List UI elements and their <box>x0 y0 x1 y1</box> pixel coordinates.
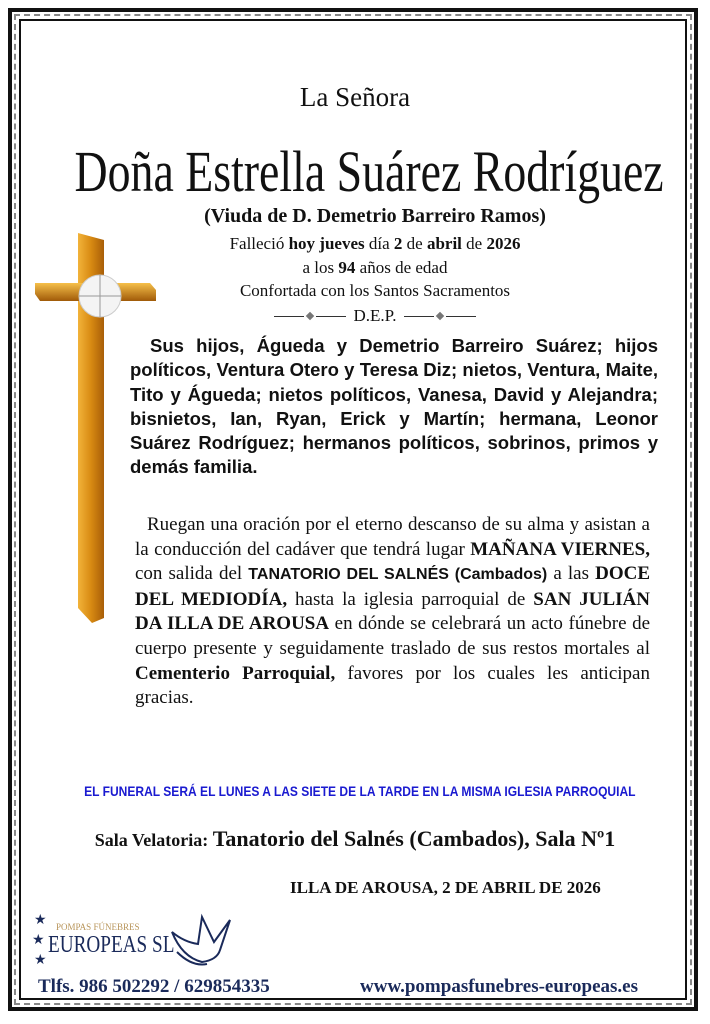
widow-of: (Viuda de D. Demetrio Barreiro Ramos) <box>204 205 546 227</box>
sacraments-line: Confortada con los Santos Sacramentos <box>239 281 511 300</box>
ceremony-segment: MAÑANA VIERNES, <box>470 538 650 560</box>
ceremony-segment: a las <box>547 563 596 585</box>
family-paragraph: Sus hijos, Águeda y Demetrio Barreiro Suárez; hijos políticos, Ventura Otero y Teresa Diz; nietos, Ventura, Maite, Tito y Águeda; nietos políticos, Vanesa, David y Alejandra; bisnietos, Ian, Ryan, Erick y Martín; hermana, Leonor Suárez Rodríguez; hermanos políticos, sobrinos, primos y demás familia. <box>130 335 658 478</box>
dep-line <box>150 306 600 326</box>
company-logo <box>34 912 234 972</box>
age-post: años de edad <box>355 258 448 277</box>
ceremony-segment: Ruegan una oración por el eterno descanso de su alma y asistan a la conducción del cadáver que tendrá lugar <box>135 514 650 560</box>
death-date-segment: 2 <box>393 234 403 253</box>
title-prefix: La Señora <box>299 82 411 112</box>
ceremony-segment: con salida del <box>135 563 249 585</box>
logo-big-text: EUROPEAS SL <box>48 932 175 958</box>
wake-value: Tanatorio del Salnés (Cambados), Sala Nº1 <box>212 826 616 851</box>
age-value: 94 <box>338 258 356 277</box>
ceremony-paragraph <box>135 513 650 711</box>
ceremony-segment: TANATORIO DEL SALNÉS (Cambados) <box>248 566 548 584</box>
death-date-segment: día <box>364 234 394 253</box>
deceased-name: Doña Estrella Suárez Rodríguez <box>74 139 664 204</box>
ceremony-segment: DOCE DEL MEDIODÍA, <box>135 563 650 610</box>
phone-numbers: Tlfs. 986 502292 / 629854335 <box>38 976 270 997</box>
funeral-notice: EL FUNERAL SERÁ EL LUNES A LAS SIETE DE LA TARDE EN LA MISMA IGLESIA PARROQUIAL <box>84 783 636 799</box>
wake-room <box>40 826 670 852</box>
ceremony-segment: SAN JULIÁN DA ILLA DE AROUSA <box>135 588 650 635</box>
star-icon: ★ <box>34 953 47 968</box>
wake-label: Sala Velatoria: <box>94 830 213 850</box>
death-date-segment: hoy jueves <box>288 234 365 253</box>
website-link[interactable]: www.pompasfunebres-europeas.es <box>360 976 638 997</box>
death-date-segment: abril <box>426 234 462 253</box>
ceremony-segment: Cementerio Parroquial, <box>135 662 336 684</box>
logo-small-text: POMPAS FÚNEBRES <box>56 922 140 932</box>
star-icon: ★ <box>32 933 45 948</box>
death-date <box>150 234 600 254</box>
age-pre: a los <box>302 258 339 277</box>
death-date-segment: 2026 <box>486 234 521 253</box>
death-date-segment: de <box>461 234 487 253</box>
place-date: ILLA DE AROUSA, 2 DE ABRIL DE 2026 <box>290 878 601 897</box>
star-icon: ★ <box>34 913 47 928</box>
age-line <box>150 258 600 278</box>
dove-icon <box>162 912 232 970</box>
dep-text: D.E.P. <box>353 306 397 325</box>
death-date-segment: Falleció <box>229 234 289 253</box>
ceremony-segment: favores por los cuales les anticipan gracias. <box>135 662 650 709</box>
ornament-right-icon <box>404 313 476 319</box>
ceremony-segment: hasta la iglesia parroquial de <box>287 588 534 610</box>
ornament-left-icon <box>274 313 346 319</box>
death-date-segment: de <box>402 234 427 253</box>
ceremony-segment: en dónde se celebrará un acto fúnebre de cuerpo presente y seguidamente traslado de sus restos mortales al <box>135 613 651 659</box>
